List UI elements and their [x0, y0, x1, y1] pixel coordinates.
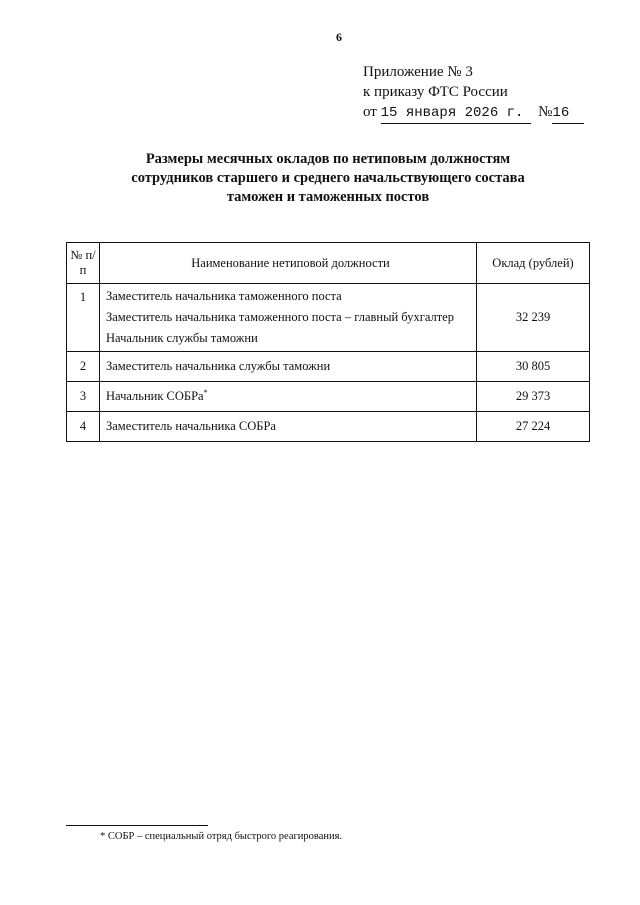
appendix-line1: Приложение № 3	[363, 64, 473, 80]
footnote: * СОБР – специальный отряд быстрого реагирования.	[100, 831, 343, 842]
position-name: Начальник СОБРа	[106, 389, 204, 404]
date-prefix: от	[363, 104, 377, 120]
header-num: № п/п	[67, 243, 100, 284]
table-row	[67, 284, 590, 352]
row-salary: 27 224	[477, 412, 590, 442]
row-name	[100, 382, 477, 412]
row-salary: 30 805	[477, 352, 590, 382]
table-row	[67, 352, 590, 382]
appendix-line2: к приказу ФТС России	[363, 84, 508, 100]
title-line: таможен и таможенных постов	[226, 189, 430, 205]
appendix-header	[363, 62, 584, 124]
row-name	[100, 284, 477, 352]
table-row	[67, 412, 590, 442]
position-name: Начальник службы таможни	[106, 331, 258, 345]
footnote-mark: *	[203, 388, 208, 398]
table-row	[67, 382, 590, 412]
title-line: сотрудников старшего и среднего начальствующего состава	[131, 170, 525, 186]
row-salary: 29 373	[477, 382, 590, 412]
row-salary: 32 239	[477, 284, 590, 352]
header-name: Наименование нетиповой должности	[100, 243, 477, 284]
title-line: Размеры месячных окладов по нетиповым должностям	[145, 151, 511, 167]
footnote-divider	[66, 825, 208, 826]
position-name: Заместитель начальника СОБРа	[100, 412, 477, 442]
appendix-date-line	[363, 102, 584, 124]
number-prefix: №	[538, 104, 553, 120]
row-num: 3	[67, 382, 100, 412]
table-header	[67, 243, 590, 284]
document-title	[66, 150, 590, 207]
order-date: 15 января 2026 г.	[381, 103, 531, 124]
salary-table	[66, 242, 590, 442]
row-num: 1	[67, 284, 100, 352]
row-num: 2	[67, 352, 100, 382]
position-name: Заместитель начальника таможенного поста – главный бухгалтер	[106, 310, 454, 324]
page-number: 6	[336, 30, 342, 44]
header-salary: Оклад (рублей)	[477, 243, 590, 284]
order-number: 16	[552, 103, 584, 124]
position-name: Заместитель начальника службы таможни	[100, 352, 477, 382]
position-name: Заместитель начальника таможенного поста	[106, 289, 342, 303]
row-num: 4	[67, 412, 100, 442]
